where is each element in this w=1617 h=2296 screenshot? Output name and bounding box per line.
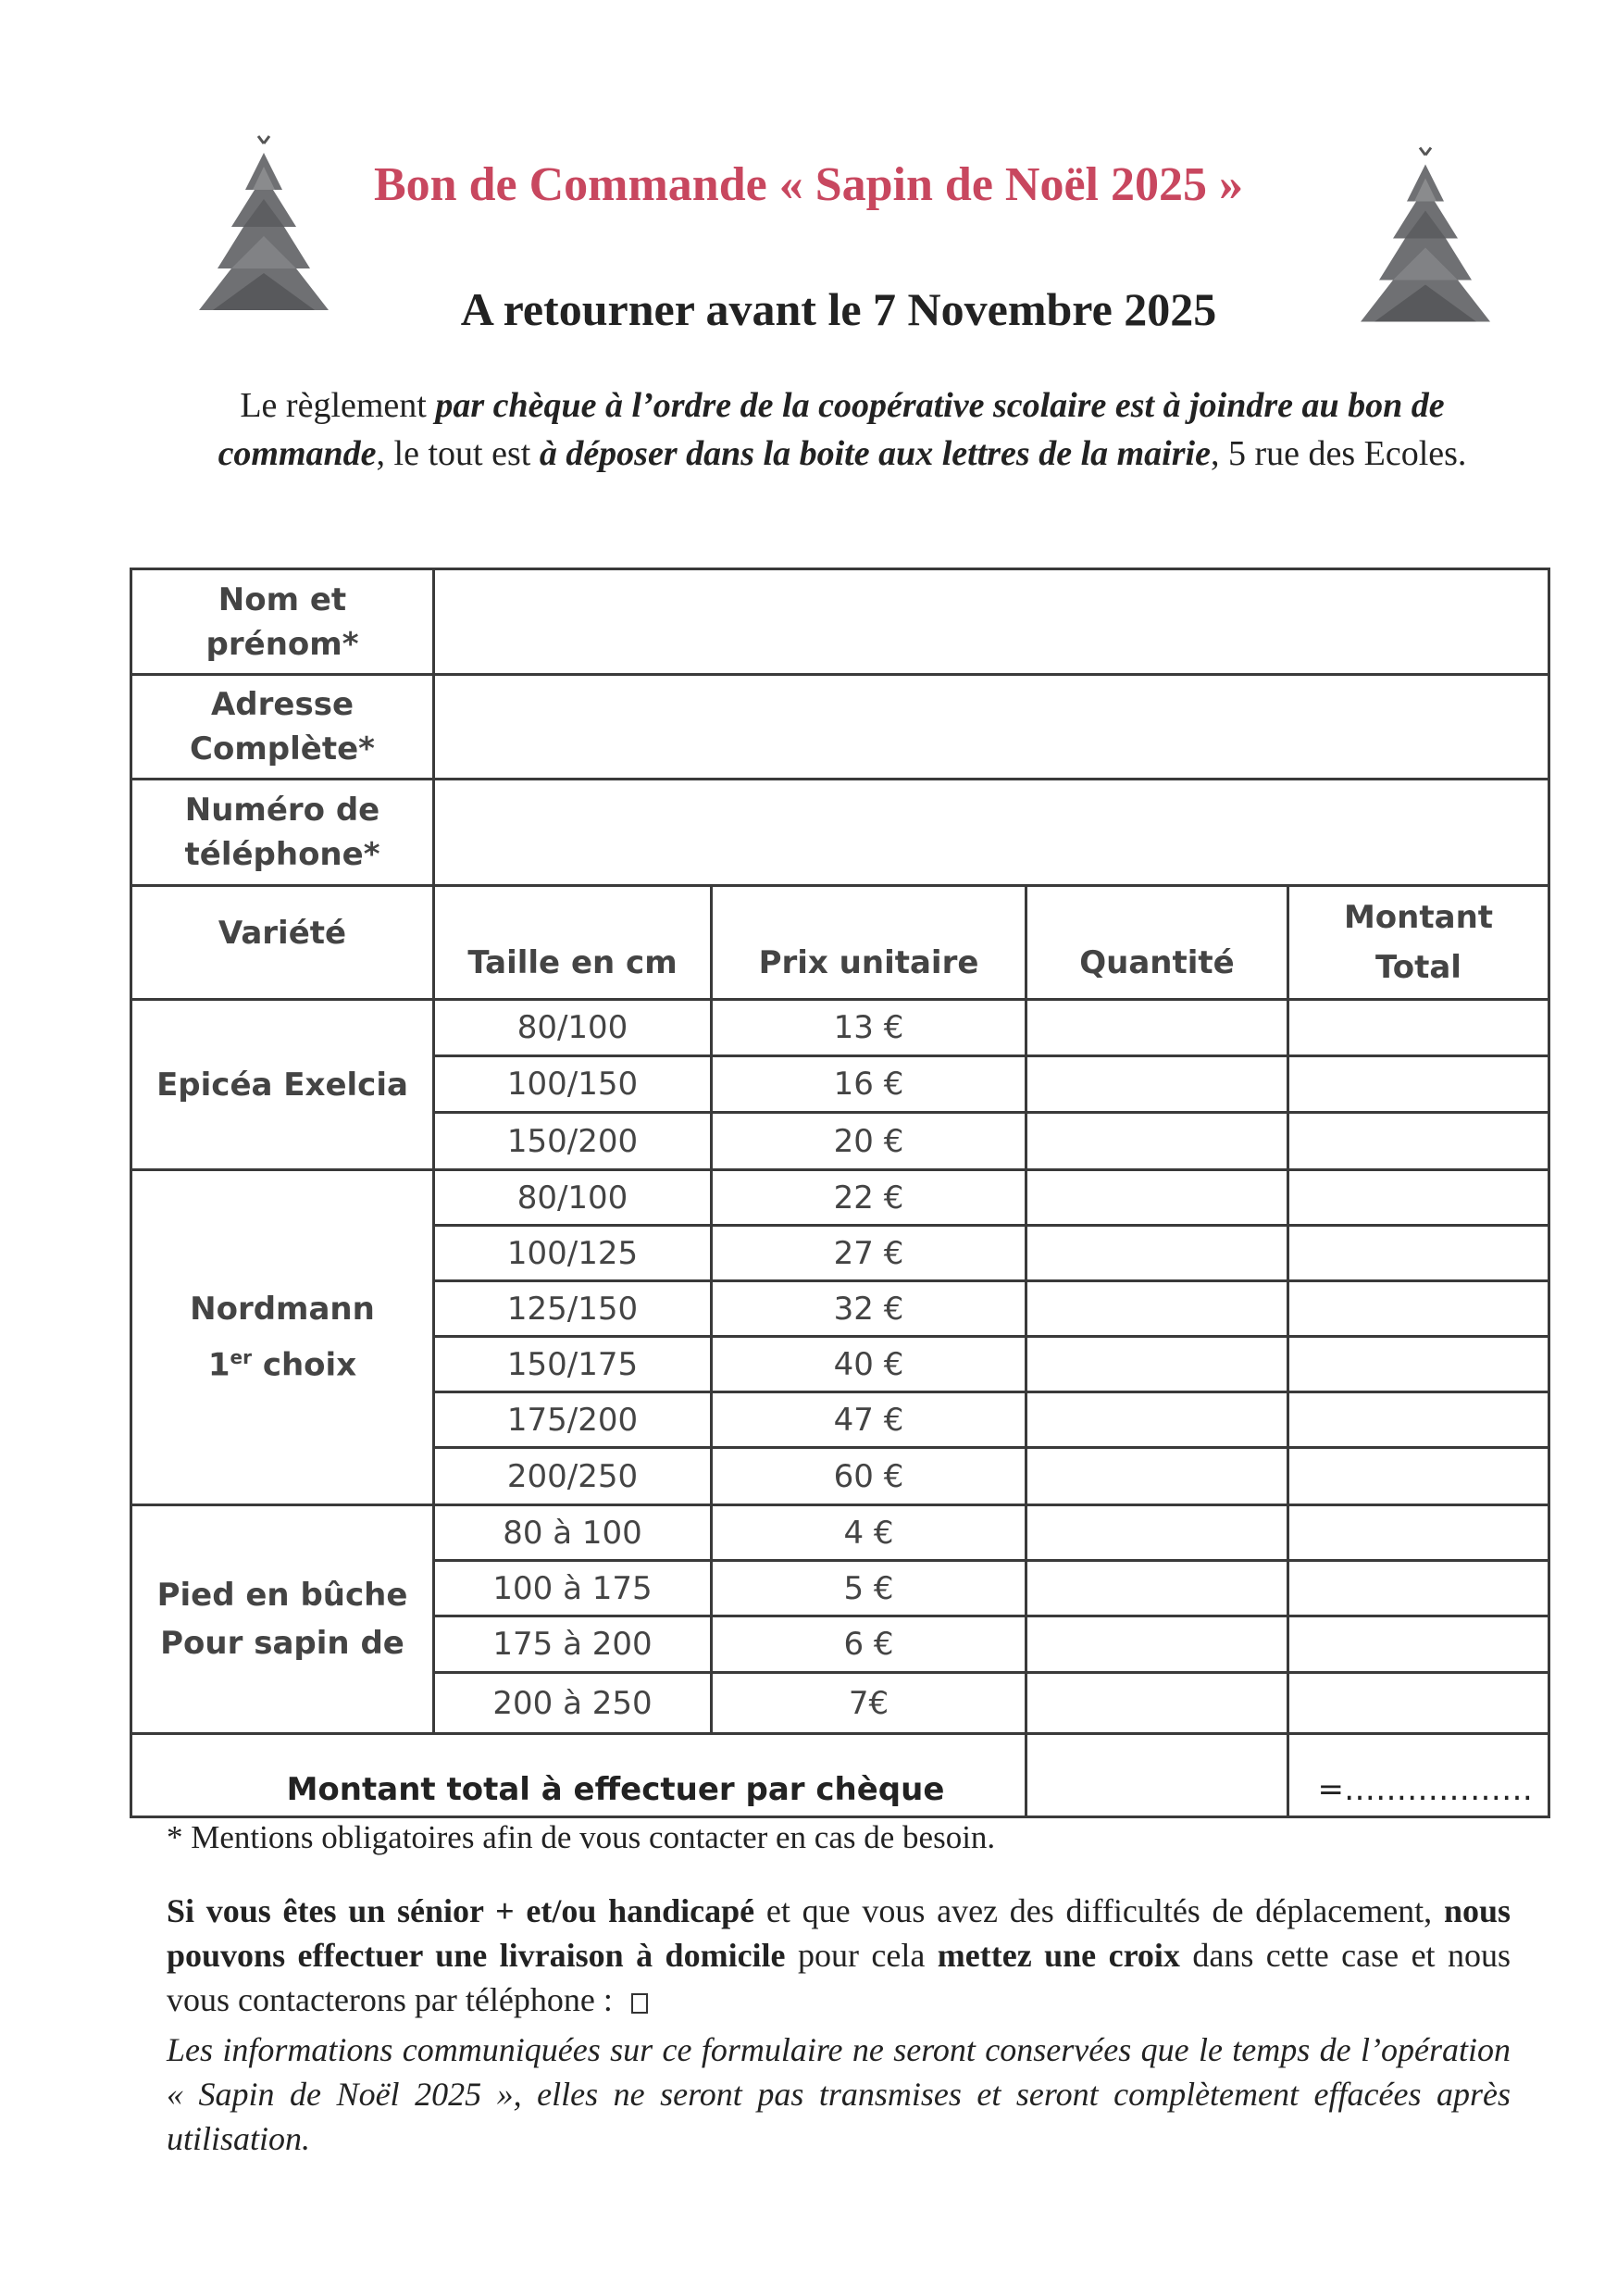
table-row: [131, 1505, 1549, 1561]
size-cell: 100/150: [434, 1056, 712, 1113]
size-cell: 150/175: [434, 1337, 712, 1392]
page-title: Bon de Commande « Sapin de Noël 2025 »: [374, 158, 1243, 211]
price-cell: 4 €: [712, 1505, 1026, 1561]
header-unit-price: Prix unitaire: [712, 886, 1026, 1000]
price-cell: 47 €: [712, 1392, 1026, 1448]
price-cell: 40 €: [712, 1337, 1026, 1392]
line-total-cell[interactable]: [1288, 1561, 1549, 1616]
intro-emphasis: à déposer dans la boite aux lettres de la mairie: [539, 434, 1211, 473]
grand-total-value[interactable]: =………………: [1288, 1734, 1549, 1817]
intro-emphasis: par chèque à l’ordre de la coopérative scolaire est à joindre au bon de commande: [218, 386, 1445, 473]
size-cell: 80 à 100: [434, 1505, 712, 1561]
home-delivery-checkbox[interactable]: [631, 1993, 648, 2014]
line-total-cell[interactable]: [1288, 1505, 1549, 1561]
price-cell: 60 €: [712, 1448, 1026, 1505]
header-variety: Variété: [131, 886, 434, 1000]
delivery-text: et que vous avez des difficultés de déplacement,: [754, 1892, 1444, 1929]
line-total-cell[interactable]: [1288, 1226, 1549, 1281]
order-form-table: [130, 568, 1550, 1818]
header-quantity: Quantité: [1026, 886, 1288, 1000]
variety-epicea: Epicéa Exelcia: [131, 1000, 434, 1170]
quantity-input[interactable]: [1026, 1337, 1288, 1392]
line-total-cell[interactable]: [1288, 1000, 1549, 1056]
line-total-cell[interactable]: [1288, 1170, 1549, 1226]
price-cell: 5 €: [712, 1561, 1026, 1616]
line-total-cell[interactable]: [1288, 1616, 1549, 1673]
field-label: Nom et prénom*: [131, 569, 434, 675]
variety-nordmann: Nordmann 1er choix: [131, 1170, 434, 1505]
intro-text: Le règlement: [240, 386, 436, 425]
quantity-input[interactable]: [1026, 1281, 1288, 1337]
quantity-input[interactable]: [1026, 1673, 1288, 1734]
delivery-emphasis: nous pouvons effectuer une livraison à domicile: [167, 1892, 1511, 1974]
table-header-row: [131, 886, 1549, 1000]
delivery-text: dans cette case et nous vous contacterons par téléphone :: [167, 1937, 1511, 2018]
quantity-input[interactable]: [1026, 1226, 1288, 1281]
header-total: Montant Total: [1288, 886, 1549, 1000]
quantity-input[interactable]: [1026, 1616, 1288, 1673]
contact-row-phone: [131, 780, 1549, 886]
price-cell: 16 €: [712, 1056, 1026, 1113]
address-field[interactable]: [434, 675, 1549, 780]
line-total-cell[interactable]: [1288, 1337, 1549, 1392]
size-cell: 100/125: [434, 1226, 712, 1281]
price-cell: 13 €: [712, 1000, 1026, 1056]
table-row: [131, 1170, 1549, 1226]
line-total-cell[interactable]: [1288, 1392, 1549, 1448]
size-cell: 125/150: [434, 1281, 712, 1337]
table-row: [131, 1000, 1549, 1056]
price-cell: 20 €: [712, 1113, 1026, 1170]
privacy-notice: Les informations communiquées sur ce formulaire ne seront conservées que le temps de l’opération « Sapin de Noël 2025 », elles ne seront pas transmises et seront complètement effacées après utilisation.: [167, 2031, 1511, 2157]
size-cell: 150/200: [434, 1113, 712, 1170]
intro-text: , le tout est: [376, 434, 540, 473]
delivery-emphasis: mettez une croix: [937, 1937, 1180, 1974]
size-cell: 80/100: [434, 1170, 712, 1226]
deadline-subtitle: A retourner avant le 7 Novembre 2025: [460, 283, 1217, 335]
size-cell: 80/100: [434, 1000, 712, 1056]
required-fields-note: * Mentions obligatoires afin de vous contacter en cas de besoin.: [167, 1819, 996, 1855]
line-total-cell[interactable]: [1288, 1113, 1549, 1170]
field-label: Numéro de téléphone*: [131, 780, 434, 886]
variety-log-stand: Pied en bûche Pour sapin de: [131, 1505, 434, 1734]
delivery-text: pour cela: [785, 1937, 938, 1974]
quantity-input[interactable]: [1026, 1392, 1288, 1448]
phone-field[interactable]: [434, 780, 1549, 886]
price-cell: 6 €: [712, 1616, 1026, 1673]
line-total-cell[interactable]: [1288, 1673, 1549, 1734]
grand-total-row: [131, 1734, 1549, 1817]
contact-row-name: [131, 569, 1549, 675]
line-total-cell[interactable]: [1288, 1281, 1549, 1337]
name-field[interactable]: [434, 569, 1549, 675]
price-cell: 7€: [712, 1673, 1026, 1734]
header-size: Taille en cm: [434, 886, 712, 1000]
quantity-input[interactable]: [1026, 1505, 1288, 1561]
size-cell: 175/200: [434, 1392, 712, 1448]
quantity-input[interactable]: [1026, 1170, 1288, 1226]
size-cell: 175 à 200: [434, 1616, 712, 1673]
price-cell: 22 €: [712, 1170, 1026, 1226]
field-label: Adresse Complète*: [131, 675, 434, 780]
quantity-input[interactable]: [1026, 1113, 1288, 1170]
quantity-input[interactable]: [1026, 1056, 1288, 1113]
line-total-cell[interactable]: [1288, 1448, 1549, 1505]
grand-total-label: Montant total à effectuer par chèque: [131, 1734, 1026, 1817]
contact-row-address: [131, 675, 1549, 780]
payment-instructions: [185, 381, 1499, 478]
quantity-input[interactable]: [1026, 1000, 1288, 1056]
price-cell: 27 €: [712, 1226, 1026, 1281]
size-cell: 200 à 250: [434, 1673, 712, 1734]
quantity-input[interactable]: [1026, 1561, 1288, 1616]
line-total-cell[interactable]: [1288, 1056, 1549, 1113]
size-cell: 100 à 175: [434, 1561, 712, 1616]
price-cell: 32 €: [712, 1281, 1026, 1337]
grand-total-quantity[interactable]: [1026, 1734, 1288, 1817]
home-delivery-notice: [167, 1889, 1511, 2022]
quantity-input[interactable]: [1026, 1448, 1288, 1505]
delivery-emphasis: Si vous êtes un sénior + et/ou handicapé: [167, 1892, 755, 1929]
intro-text: , 5 rue des Ecoles.: [1210, 434, 1467, 473]
size-cell: 200/250: [434, 1448, 712, 1505]
